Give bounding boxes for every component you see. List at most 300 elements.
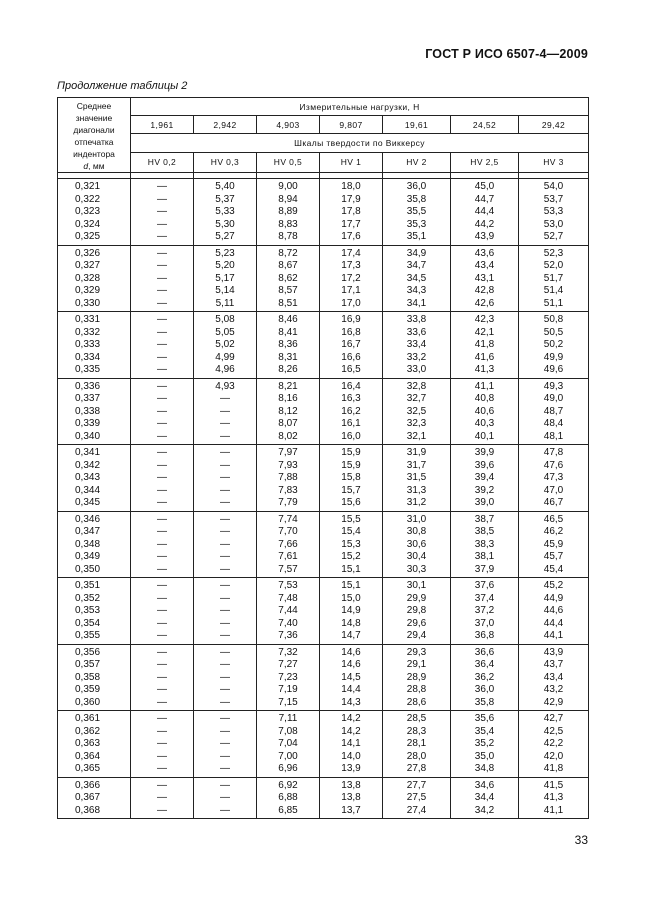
- hardness-cell: [194, 578, 257, 645]
- table-row-group: [58, 445, 589, 512]
- hardness-value: —: [157, 418, 167, 429]
- hardness-cell: [194, 445, 257, 512]
- diagonal-value: 0,330: [75, 297, 101, 309]
- diagonal-value: 0,348: [75, 538, 101, 550]
- diagonal-value: 0,331: [75, 314, 101, 325]
- hardness-cell: [451, 711, 519, 778]
- hardness-value: 16,4: [341, 380, 361, 392]
- hardness-cell: [383, 511, 451, 578]
- hardness-cell: [519, 445, 589, 512]
- hardness-value: 30,3: [406, 563, 427, 575]
- hardness-value: —: [220, 779, 230, 791]
- hardness-value: —: [157, 218, 167, 230]
- hardness-value: 44,1: [543, 630, 564, 641]
- hardness-value: 8,26: [278, 364, 298, 375]
- hardness-value: 5,40: [215, 181, 235, 192]
- scale-cell: HV 1: [320, 152, 383, 172]
- hardness-cell: [519, 777, 589, 819]
- hardness-value: 52,3: [543, 247, 564, 259]
- hardness-value: 5,23: [215, 247, 235, 259]
- hardness-value: 27,4: [406, 804, 427, 816]
- hardness-value: —: [157, 326, 167, 338]
- hardness-value: 7,08: [278, 725, 298, 737]
- hardness-value: —: [220, 538, 230, 550]
- hardness-value: 35,0: [474, 750, 495, 762]
- hardness-value: —: [157, 750, 167, 762]
- hardness-value: 35,8: [406, 193, 427, 205]
- hardness-value: 31,9: [406, 447, 427, 458]
- hardness-cell: [519, 711, 589, 778]
- hardness-value: 30,4: [406, 551, 427, 562]
- hardness-cell: [320, 378, 383, 445]
- diagonal-value: 0,343: [75, 472, 101, 483]
- diagonal-value: 0,323: [75, 206, 101, 217]
- hardness-value: 32,8: [406, 380, 427, 392]
- hardness-cell: [519, 378, 589, 445]
- hardness-value: 53,0: [543, 218, 564, 230]
- hardness-value: 37,9: [474, 563, 495, 575]
- hardness-value: 37,2: [474, 605, 495, 616]
- hardness-value: 47,3: [543, 472, 564, 483]
- diagonal-value: 0,333: [75, 339, 101, 350]
- hardness-value: 41,8: [474, 339, 495, 350]
- hardness-value: 15,0: [341, 592, 361, 604]
- hardness-cell: [131, 777, 194, 819]
- loads-row: [58, 116, 589, 134]
- hardness-cell: [194, 179, 257, 246]
- diagonal-value: 0,350: [75, 563, 101, 575]
- hardness-value: —: [220, 671, 230, 683]
- hardness-value: 41,1: [474, 380, 495, 392]
- hardness-value: 7,23: [278, 671, 298, 683]
- hardness-cell: [194, 245, 257, 312]
- hardness-value: 7,57: [278, 563, 298, 575]
- hardness-value: 39,4: [474, 472, 495, 483]
- hardness-value: 15,8: [341, 472, 361, 483]
- scales-row: [58, 152, 589, 172]
- hardness-value: 28,1: [406, 738, 427, 749]
- hardness-value: 9,00: [278, 181, 298, 192]
- hardness-cell: [320, 179, 383, 246]
- hardness-value: —: [157, 231, 167, 242]
- hardness-value: 41,1: [543, 804, 564, 816]
- diagonal-value: 0,353: [75, 605, 101, 616]
- hardness-cell: [519, 312, 589, 379]
- hardness-value: 36,2: [474, 671, 495, 683]
- diagonal-value: 0,326: [75, 247, 101, 259]
- hardness-value: 50,5: [543, 326, 564, 338]
- hardness-cell: [257, 445, 320, 512]
- hardness-cell: [383, 777, 451, 819]
- hardness-value: 43,1: [474, 272, 495, 284]
- hardness-value: 14,0: [341, 750, 361, 762]
- hardness-value: 5,14: [215, 285, 235, 296]
- hardness-value: 29,8: [406, 605, 427, 616]
- hardness-value: 7,04: [278, 738, 298, 749]
- hardness-value: 36,8: [474, 630, 495, 641]
- hardness-cell: [257, 644, 320, 711]
- diagonal-value: 0,349: [75, 551, 101, 562]
- hardness-value: 13,7: [341, 804, 361, 816]
- hardness-value: —: [157, 206, 167, 217]
- hardness-value: 8,41: [278, 326, 298, 338]
- hardness-value: 45,9: [543, 538, 564, 550]
- hardness-value: —: [157, 247, 167, 259]
- hardness-value: —: [220, 513, 230, 525]
- hardness-value: 7,36: [278, 630, 298, 641]
- hardness-value: 34,2: [474, 804, 495, 816]
- hardness-value: 34,4: [474, 792, 495, 803]
- scale-cell: HV 0,2: [131, 152, 194, 172]
- hardness-value: 7,83: [278, 484, 298, 496]
- hardness-value: 8,57: [278, 285, 298, 296]
- hardness-value: 31,3: [406, 484, 427, 496]
- hardness-value: 8,83: [278, 218, 298, 230]
- hardness-value: 8,78: [278, 231, 298, 242]
- hardness-cell: [451, 245, 519, 312]
- hardness-value: 43,9: [543, 646, 564, 658]
- hardness-value: 14,6: [341, 659, 361, 670]
- hardness-value: 44,4: [543, 617, 564, 629]
- hardness-value: 8,62: [278, 272, 298, 284]
- hardness-value: 8,31: [278, 351, 298, 363]
- hardness-value: 42,7: [543, 713, 564, 724]
- hardness-value: 44,2: [474, 218, 495, 230]
- hardness-cell: [383, 644, 451, 711]
- hardness-value: —: [157, 513, 167, 525]
- hardness-value: —: [157, 538, 167, 550]
- diagonal-column-header: Среднее значение диагонали отпечатка индентора d, мм: [58, 98, 131, 173]
- hardness-value: —: [157, 713, 167, 724]
- hardness-value: 15,6: [341, 497, 361, 508]
- hardness-cell: [320, 245, 383, 312]
- hardness-value: —: [157, 339, 167, 350]
- hardness-value: 14,8: [341, 617, 361, 629]
- hardness-value: 27,5: [406, 792, 427, 803]
- hardness-cell: [451, 445, 519, 512]
- hardness-value: 17,2: [341, 272, 361, 284]
- hardness-value: 36,6: [474, 646, 495, 658]
- hardness-value: —: [220, 484, 230, 496]
- hardness-value: 32,1: [406, 430, 427, 442]
- hardness-value: 17,9: [341, 193, 361, 205]
- hardness-value: 48,1: [543, 430, 564, 442]
- hardness-value: 5,20: [215, 260, 235, 271]
- hardness-value: 43,6: [474, 247, 495, 259]
- diagonal-cell: [58, 179, 131, 246]
- hardness-cell: [451, 644, 519, 711]
- hardness-value: —: [220, 659, 230, 670]
- hardness-value: —: [220, 738, 230, 749]
- hardness-value: —: [220, 393, 230, 404]
- hardness-value: 17,8: [341, 206, 361, 217]
- hardness-value: 37,6: [474, 580, 495, 591]
- hardness-value: 38,5: [474, 526, 495, 537]
- table-body: [58, 173, 589, 819]
- table-row-group: [58, 245, 589, 312]
- hardness-value: 28,9: [406, 671, 427, 683]
- hardness-value: 14,4: [341, 684, 361, 695]
- hardness-value: —: [220, 430, 230, 442]
- hardness-value: 14,2: [341, 725, 361, 737]
- hardness-value: —: [157, 260, 167, 271]
- hardness-value: 39,2: [474, 484, 495, 496]
- diagonal-value: 0,364: [75, 750, 101, 762]
- hardness-value: —: [157, 405, 167, 417]
- hardness-value: 33,2: [406, 351, 427, 363]
- hardness-cell: [383, 245, 451, 312]
- hardness-value: 15,1: [341, 580, 361, 591]
- diagonal-value: 0,354: [75, 617, 101, 629]
- scale-cell: HV 2: [383, 152, 451, 172]
- hardness-value: 29,1: [406, 659, 427, 670]
- load-cell: 1,961: [131, 116, 194, 134]
- table-caption: Продолжение таблицы 2: [57, 80, 188, 92]
- hardness-value: 16,7: [341, 339, 361, 350]
- hardness-value: —: [157, 380, 167, 392]
- hardness-value: 17,4: [341, 247, 361, 259]
- hardness-value: —: [157, 297, 167, 309]
- hardness-value: —: [157, 646, 167, 658]
- hardness-value: 52,0: [543, 260, 564, 271]
- hardness-value: 47,8: [543, 447, 564, 458]
- hardness-value: —: [157, 351, 167, 363]
- diagonal-value: 0,335: [75, 364, 101, 375]
- hardness-value: 38,7: [474, 513, 495, 525]
- diagonal-value: 0,321: [75, 181, 101, 192]
- hardness-value: 14,9: [341, 605, 361, 616]
- hardness-value: —: [157, 659, 167, 670]
- hardness-value: 35,2: [474, 738, 495, 749]
- hardness-cell: [320, 312, 383, 379]
- hardness-value: —: [220, 605, 230, 616]
- hardness-value: 53,7: [543, 193, 564, 205]
- hardness-value: —: [157, 393, 167, 404]
- hardness-value: 7,88: [278, 472, 298, 483]
- hardness-value: 35,4: [474, 725, 495, 737]
- hardness-value: 34,5: [406, 272, 427, 284]
- diagonal-value: 0,365: [75, 763, 101, 774]
- hardness-value: 46,5: [543, 513, 564, 525]
- hardness-value: 7,93: [278, 459, 298, 471]
- hardness-cell: [131, 445, 194, 512]
- diagonal-value: 0,325: [75, 231, 101, 242]
- load-cell: 2,942: [194, 116, 257, 134]
- hardness-cell: [131, 378, 194, 445]
- hardness-value: 35,3: [406, 218, 427, 230]
- hardness-value: 34,3: [406, 285, 427, 296]
- table-row-group: [58, 511, 589, 578]
- hardness-value: —: [220, 696, 230, 708]
- hardness-value: 5,05: [215, 326, 235, 338]
- hardness-value: —: [157, 738, 167, 749]
- hardness-value: 7,00: [278, 750, 298, 762]
- hardness-cell: [519, 511, 589, 578]
- hardness-value: 45,7: [543, 551, 564, 562]
- hardness-value: 40,6: [474, 405, 495, 417]
- diagonal-value: 0,352: [75, 592, 101, 604]
- hardness-cell: [519, 245, 589, 312]
- hardness-value: 8,02: [278, 430, 298, 442]
- hardness-value: 5,27: [215, 231, 235, 242]
- hardness-value: 32,3: [406, 418, 427, 429]
- hardness-cell: [451, 511, 519, 578]
- table-row-group: [58, 711, 589, 778]
- loads-title: Измерительные нагрузки, Н: [131, 98, 589, 116]
- hardness-value: —: [220, 551, 230, 562]
- hardness-value: 5,33: [215, 206, 235, 217]
- hardness-value: —: [220, 592, 230, 604]
- diagonal-value: 0,360: [75, 696, 101, 708]
- hardness-value: 41,6: [474, 351, 495, 363]
- hardness-value: —: [157, 563, 167, 575]
- hardness-value: 15,3: [341, 538, 361, 550]
- hardness-value: 6,85: [278, 804, 298, 816]
- hardness-value: —: [157, 684, 167, 695]
- hardness-value: 7,79: [278, 497, 298, 508]
- hardness-value: 13,8: [341, 779, 361, 791]
- diagonal-value: 0,362: [75, 725, 101, 737]
- hardness-value: 34,6: [474, 779, 495, 791]
- hardness-value: 39,9: [474, 447, 495, 458]
- diagonal-cell: [58, 312, 131, 379]
- hardness-value: 31,7: [406, 459, 427, 471]
- hardness-cell: [451, 777, 519, 819]
- hardness-value: 8,72: [278, 247, 298, 259]
- hardness-value: —: [157, 364, 167, 375]
- diagonal-value: 0,340: [75, 430, 101, 442]
- hardness-value: —: [157, 630, 167, 641]
- hardness-value: —: [220, 563, 230, 575]
- hardness-value: 37,4: [474, 592, 495, 604]
- hardness-value: 30,1: [406, 580, 427, 591]
- hardness-value: 30,6: [406, 538, 427, 550]
- hardness-value: 28,0: [406, 750, 427, 762]
- diagonal-value: 0,363: [75, 738, 101, 749]
- hardness-value: 16,6: [341, 351, 361, 363]
- diagonal-value: 0,336: [75, 380, 101, 392]
- hardness-value: 16,2: [341, 405, 361, 417]
- hardness-value: 33,4: [406, 339, 427, 350]
- table-row-group: [58, 578, 589, 645]
- hardness-value: 33,8: [406, 314, 427, 325]
- hardness-cell: [131, 511, 194, 578]
- hardness-cell: [257, 511, 320, 578]
- hardness-value: 34,9: [406, 247, 427, 259]
- scale-cell: HV 3: [519, 152, 589, 172]
- hardness-value: 30,8: [406, 526, 427, 537]
- hardness-value: 39,0: [474, 497, 495, 508]
- hardness-value: 8,67: [278, 260, 298, 271]
- hardness-value: 15,4: [341, 526, 361, 537]
- diagonal-value: 0,357: [75, 659, 101, 670]
- diagonal-value: 0,345: [75, 497, 101, 508]
- hardness-value: 5,08: [215, 314, 235, 325]
- hardness-value: 53,3: [543, 206, 564, 217]
- page-number: 33: [574, 833, 588, 847]
- hardness-value: 44,4: [474, 206, 495, 217]
- hardness-cell: [383, 378, 451, 445]
- diagonal-cell: [58, 644, 131, 711]
- hardness-value: 6,92: [278, 779, 298, 791]
- hardness-value: 49,9: [543, 351, 564, 363]
- hardness-value: 17,6: [341, 231, 361, 242]
- hardness-value: 51,1: [543, 297, 564, 309]
- hardness-value: —: [220, 792, 230, 803]
- hardness-cell: [257, 578, 320, 645]
- hardness-value: —: [220, 804, 230, 816]
- hardness-value: 16,0: [341, 430, 361, 442]
- hardness-value: 49,3: [543, 380, 564, 392]
- hardness-value: 29,4: [406, 630, 427, 641]
- hardness-value: 8,51: [278, 297, 298, 309]
- hardness-value: 7,53: [278, 580, 298, 591]
- hardness-value: 16,3: [341, 393, 361, 404]
- hardness-value: 7,48: [278, 592, 298, 604]
- hardness-value: 7,74: [278, 513, 298, 525]
- hardness-value: —: [157, 484, 167, 496]
- hardness-cell: [383, 312, 451, 379]
- hardness-value: —: [220, 472, 230, 483]
- diagonal-value: 0,366: [75, 779, 101, 791]
- hardness-value: 15,5: [341, 513, 361, 525]
- hardness-value: —: [220, 526, 230, 537]
- hardness-value: 29,3: [406, 646, 427, 658]
- hardness-value: —: [157, 285, 167, 296]
- hardness-value: 6,96: [278, 763, 298, 774]
- hardness-value: —: [157, 605, 167, 616]
- table-row-group: [58, 312, 589, 379]
- scale-cell: HV 0,5: [257, 152, 320, 172]
- hardness-value: 34,1: [406, 297, 427, 309]
- hardness-value: —: [220, 459, 230, 471]
- hardness-value: —: [220, 713, 230, 724]
- diagonal-cell: [58, 578, 131, 645]
- hardness-value: 51,4: [543, 285, 564, 296]
- hardness-value: —: [220, 497, 230, 508]
- diagonal-value: 0,339: [75, 418, 101, 429]
- hardness-value: 31,0: [406, 513, 427, 525]
- hardness-value: 41,3: [474, 364, 495, 375]
- hardness-value: 8,12: [278, 405, 298, 417]
- hardness-value: —: [220, 617, 230, 629]
- hardness-value: 8,46: [278, 314, 298, 325]
- table-row-group: [58, 179, 589, 246]
- hardness-cell: [519, 644, 589, 711]
- hardness-cell: [131, 245, 194, 312]
- hardness-value: 29,9: [406, 592, 427, 604]
- hardness-value: 6,88: [278, 792, 298, 803]
- hardness-value: 29,6: [406, 617, 427, 629]
- hardness-value: —: [157, 617, 167, 629]
- hardness-value: 45,0: [474, 181, 495, 192]
- hardness-value: 47,6: [543, 459, 564, 471]
- hardness-value: 41,8: [543, 763, 564, 774]
- hardness-value: 49,0: [543, 393, 564, 404]
- hardness-value: 42,3: [474, 314, 495, 325]
- hardness-value: —: [157, 459, 167, 471]
- hardness-value: 36,0: [406, 181, 427, 192]
- hardness-value: 7,61: [278, 551, 298, 562]
- hardness-value: 41,5: [543, 779, 564, 791]
- hardness-cell: [320, 711, 383, 778]
- hardness-cell: [451, 578, 519, 645]
- hardness-cell: [451, 179, 519, 246]
- diagonal-value: 0,355: [75, 630, 101, 641]
- hardness-value: 13,8: [341, 792, 361, 803]
- hardness-cell: [257, 179, 320, 246]
- hardness-value: —: [157, 696, 167, 708]
